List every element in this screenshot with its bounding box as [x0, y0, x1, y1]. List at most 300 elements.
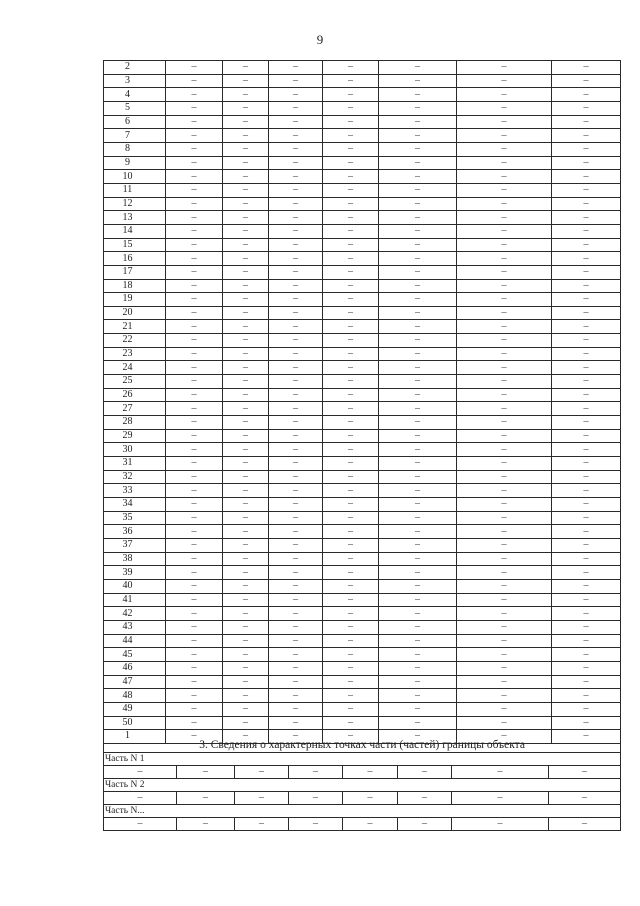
empty-value-cell: – — [323, 457, 379, 471]
empty-value-cell: – — [457, 457, 552, 471]
table-row — [104, 74, 621, 88]
empty-value-cell: – — [552, 306, 621, 320]
empty-value-cell: – — [166, 552, 223, 566]
empty-value-cell: – — [379, 552, 457, 566]
empty-value-cell: – — [323, 716, 379, 730]
table-row — [104, 416, 621, 430]
table-row — [104, 334, 621, 348]
empty-value-cell: – — [166, 484, 223, 498]
empty-value-cell: – — [552, 156, 621, 170]
point-number: 12 — [104, 197, 166, 211]
empty-value-cell: – — [166, 566, 223, 580]
point-number: 3 — [104, 74, 166, 88]
empty-value-cell: – — [289, 792, 343, 805]
point-number: 32 — [104, 470, 166, 484]
table-row — [104, 361, 621, 375]
empty-value-cell: – — [552, 293, 621, 307]
empty-value-cell: – — [323, 183, 379, 197]
empty-value-cell: – — [457, 648, 552, 662]
empty-value-cell: – — [223, 293, 269, 307]
empty-value-cell: – — [223, 306, 269, 320]
point-number: 16 — [104, 252, 166, 266]
empty-value-cell: – — [379, 156, 457, 170]
empty-value-cell: – — [104, 818, 177, 831]
empty-value-cell: – — [269, 279, 323, 293]
empty-value-cell: – — [269, 716, 323, 730]
empty-value-cell: – — [457, 197, 552, 211]
table-row — [104, 593, 621, 607]
empty-value-cell: – — [223, 730, 269, 744]
table-row — [104, 443, 621, 457]
empty-value-cell: – — [166, 101, 223, 115]
empty-value-cell: – — [223, 238, 269, 252]
empty-value-cell: – — [379, 375, 457, 389]
table-row — [104, 689, 621, 703]
table-row — [104, 61, 621, 75]
empty-value-cell: – — [457, 279, 552, 293]
point-number: 10 — [104, 170, 166, 184]
empty-value-cell: – — [552, 661, 621, 675]
empty-value-cell: – — [323, 142, 379, 156]
empty-value-cell: – — [457, 61, 552, 75]
point-number: 46 — [104, 661, 166, 675]
table-row — [104, 293, 621, 307]
empty-value-cell: – — [552, 252, 621, 266]
point-number: 14 — [104, 224, 166, 238]
point-number: 36 — [104, 525, 166, 539]
empty-value-cell: – — [379, 306, 457, 320]
empty-value-cell: – — [323, 306, 379, 320]
empty-value-cell: – — [552, 320, 621, 334]
empty-value-cell: – — [269, 730, 323, 744]
empty-value-cell: – — [323, 498, 379, 512]
table-row — [104, 661, 621, 675]
point-number: 9 — [104, 156, 166, 170]
empty-value-cell: – — [457, 252, 552, 266]
empty-value-cell: – — [166, 170, 223, 184]
empty-value-cell: – — [269, 484, 323, 498]
empty-value-cell: – — [457, 675, 552, 689]
empty-value-cell: – — [457, 470, 552, 484]
empty-value-cell: – — [223, 538, 269, 552]
empty-value-cell: – — [323, 61, 379, 75]
empty-value-cell: – — [223, 675, 269, 689]
empty-value-cell: – — [269, 142, 323, 156]
empty-value-cell: – — [379, 170, 457, 184]
point-number: 15 — [104, 238, 166, 252]
empty-value-cell: – — [379, 265, 457, 279]
empty-value-cell: – — [223, 702, 269, 716]
empty-value-cell: – — [166, 675, 223, 689]
empty-value-cell: – — [323, 484, 379, 498]
empty-value-cell: – — [323, 334, 379, 348]
empty-value-cell: – — [104, 766, 177, 779]
empty-value-cell: – — [223, 484, 269, 498]
empty-value-cell: – — [457, 88, 552, 102]
empty-value-cell: – — [552, 61, 621, 75]
empty-value-cell: – — [323, 538, 379, 552]
empty-value-cell: – — [166, 238, 223, 252]
table-row — [104, 320, 621, 334]
empty-value-cell: – — [457, 620, 552, 634]
empty-value-cell: – — [223, 388, 269, 402]
empty-value-cell: – — [552, 498, 621, 512]
point-number: 2 — [104, 61, 166, 75]
empty-value-cell: – — [552, 675, 621, 689]
empty-value-cell: – — [552, 115, 621, 129]
empty-value-cell: – — [223, 402, 269, 416]
point-number: 31 — [104, 457, 166, 471]
empty-value-cell: – — [457, 498, 552, 512]
empty-value-cell: – — [552, 593, 621, 607]
empty-value-cell: – — [457, 74, 552, 88]
empty-value-cell: – — [269, 211, 323, 225]
empty-value-cell: – — [552, 101, 621, 115]
table-row — [104, 142, 621, 156]
table-row — [104, 306, 621, 320]
empty-value-cell: – — [269, 88, 323, 102]
table-row — [104, 566, 621, 580]
point-number: 44 — [104, 634, 166, 648]
empty-value-cell: – — [269, 197, 323, 211]
table-row — [104, 170, 621, 184]
empty-value-cell: – — [323, 661, 379, 675]
empty-value-cell: – — [457, 607, 552, 621]
empty-value-cell: – — [379, 211, 457, 225]
point-number: 35 — [104, 511, 166, 525]
empty-value-cell: – — [457, 525, 552, 539]
empty-value-cell: – — [323, 566, 379, 580]
empty-value-cell: – — [269, 361, 323, 375]
empty-value-cell: – — [323, 170, 379, 184]
empty-value-cell: – — [269, 689, 323, 703]
empty-value-cell: – — [223, 511, 269, 525]
empty-value-cell: – — [166, 156, 223, 170]
empty-value-cell: – — [457, 484, 552, 498]
empty-value-cell: – — [166, 402, 223, 416]
empty-value-cell: – — [379, 498, 457, 512]
empty-value-cell: – — [379, 675, 457, 689]
empty-value-cell: – — [552, 361, 621, 375]
table-row — [104, 211, 621, 225]
empty-value-cell: – — [552, 211, 621, 225]
empty-value-cell: – — [323, 129, 379, 143]
empty-value-cell: – — [323, 101, 379, 115]
empty-value-cell: – — [166, 211, 223, 225]
empty-value-cell: – — [323, 429, 379, 443]
empty-value-cell: – — [166, 388, 223, 402]
empty-value-cell: – — [457, 115, 552, 129]
empty-value-cell: – — [457, 511, 552, 525]
empty-value-cell: – — [223, 648, 269, 662]
empty-value-cell: – — [289, 818, 343, 831]
empty-value-cell: – — [269, 429, 323, 443]
empty-value-cell: – — [323, 293, 379, 307]
empty-value-cell: – — [166, 648, 223, 662]
table-row — [104, 538, 621, 552]
empty-value-cell: – — [552, 716, 621, 730]
empty-value-cell: – — [166, 634, 223, 648]
empty-value-cell: – — [379, 238, 457, 252]
empty-value-cell: – — [457, 416, 552, 430]
empty-value-cell: – — [457, 101, 552, 115]
part-dash-row — [104, 792, 621, 805]
empty-value-cell: – — [166, 320, 223, 334]
empty-value-cell: – — [457, 579, 552, 593]
empty-value-cell: – — [166, 661, 223, 675]
table-row — [104, 552, 621, 566]
empty-value-cell: – — [269, 607, 323, 621]
empty-value-cell: – — [379, 416, 457, 430]
empty-value-cell: – — [379, 293, 457, 307]
empty-value-cell: – — [223, 361, 269, 375]
empty-value-cell: – — [549, 818, 621, 831]
empty-value-cell: – — [398, 792, 452, 805]
empty-value-cell: – — [269, 525, 323, 539]
empty-value-cell: – — [269, 498, 323, 512]
empty-value-cell: – — [166, 306, 223, 320]
empty-value-cell: – — [166, 197, 223, 211]
empty-value-cell: – — [269, 375, 323, 389]
empty-value-cell: – — [235, 792, 289, 805]
table-row — [104, 470, 621, 484]
empty-value-cell: – — [223, 334, 269, 348]
empty-value-cell: – — [223, 470, 269, 484]
empty-value-cell: – — [166, 620, 223, 634]
empty-value-cell: – — [223, 74, 269, 88]
empty-value-cell: – — [379, 484, 457, 498]
empty-value-cell: – — [552, 334, 621, 348]
empty-value-cell: – — [269, 320, 323, 334]
empty-value-cell: – — [223, 689, 269, 703]
empty-value-cell: – — [166, 265, 223, 279]
empty-value-cell: – — [269, 579, 323, 593]
empty-value-cell: – — [269, 402, 323, 416]
empty-value-cell: – — [379, 347, 457, 361]
empty-value-cell: – — [323, 634, 379, 648]
empty-value-cell: – — [166, 470, 223, 484]
points-table-body — [104, 61, 621, 744]
empty-value-cell: – — [223, 320, 269, 334]
table-row — [104, 88, 621, 102]
point-number: 21 — [104, 320, 166, 334]
point-number: 23 — [104, 347, 166, 361]
empty-value-cell: – — [457, 183, 552, 197]
point-number: 42 — [104, 607, 166, 621]
empty-value-cell: – — [269, 511, 323, 525]
empty-value-cell: – — [166, 511, 223, 525]
empty-value-cell: – — [269, 238, 323, 252]
empty-value-cell: – — [269, 675, 323, 689]
empty-value-cell: – — [552, 416, 621, 430]
empty-value-cell: – — [379, 252, 457, 266]
empty-value-cell: – — [398, 818, 452, 831]
empty-value-cell: – — [379, 115, 457, 129]
empty-value-cell: – — [323, 675, 379, 689]
empty-value-cell: – — [223, 416, 269, 430]
table-row — [104, 525, 621, 539]
empty-value-cell: – — [457, 238, 552, 252]
empty-value-cell: – — [323, 74, 379, 88]
empty-value-cell: – — [223, 607, 269, 621]
point-number: 40 — [104, 579, 166, 593]
empty-value-cell: – — [269, 293, 323, 307]
empty-value-cell: – — [379, 334, 457, 348]
empty-value-cell: – — [223, 579, 269, 593]
part-label-row — [104, 753, 621, 766]
empty-value-cell: – — [552, 347, 621, 361]
empty-value-cell: – — [457, 538, 552, 552]
empty-value-cell: – — [269, 252, 323, 266]
empty-value-cell: – — [457, 429, 552, 443]
empty-value-cell: – — [552, 388, 621, 402]
empty-value-cell: – — [323, 552, 379, 566]
empty-value-cell: – — [379, 279, 457, 293]
empty-value-cell: – — [457, 388, 552, 402]
empty-value-cell: – — [223, 429, 269, 443]
empty-value-cell: – — [379, 730, 457, 744]
table-row — [104, 388, 621, 402]
empty-value-cell: – — [457, 730, 552, 744]
empty-value-cell: – — [223, 224, 269, 238]
empty-value-cell: – — [379, 457, 457, 471]
table-row — [104, 183, 621, 197]
part-label: Часть N 1 — [104, 753, 621, 766]
table-row — [104, 279, 621, 293]
empty-value-cell: – — [457, 170, 552, 184]
point-number: 4 — [104, 88, 166, 102]
empty-value-cell: – — [552, 74, 621, 88]
empty-value-cell: – — [379, 361, 457, 375]
empty-value-cell: – — [323, 211, 379, 225]
point-number: 38 — [104, 552, 166, 566]
empty-value-cell: – — [223, 101, 269, 115]
empty-value-cell: – — [379, 511, 457, 525]
point-number: 17 — [104, 265, 166, 279]
empty-value-cell: – — [223, 457, 269, 471]
empty-value-cell: – — [323, 607, 379, 621]
point-number: 5 — [104, 101, 166, 115]
empty-value-cell: – — [223, 498, 269, 512]
empty-value-cell: – — [166, 334, 223, 348]
empty-value-cell: – — [379, 566, 457, 580]
table-row — [104, 498, 621, 512]
empty-value-cell: – — [223, 265, 269, 279]
empty-value-cell: – — [323, 197, 379, 211]
point-number: 25 — [104, 375, 166, 389]
empty-value-cell: – — [223, 156, 269, 170]
point-number: 6 — [104, 115, 166, 129]
point-number: 20 — [104, 306, 166, 320]
empty-value-cell: – — [379, 648, 457, 662]
empty-value-cell: – — [457, 689, 552, 703]
empty-value-cell: – — [457, 211, 552, 225]
empty-value-cell: – — [379, 74, 457, 88]
empty-value-cell: – — [379, 702, 457, 716]
point-number: 33 — [104, 484, 166, 498]
empty-value-cell: – — [552, 402, 621, 416]
empty-value-cell: – — [223, 115, 269, 129]
empty-value-cell: – — [269, 224, 323, 238]
empty-value-cell: – — [166, 142, 223, 156]
table-row — [104, 511, 621, 525]
empty-value-cell: – — [223, 634, 269, 648]
table-row — [104, 375, 621, 389]
point-number: 47 — [104, 675, 166, 689]
empty-value-cell: – — [323, 320, 379, 334]
point-number: 26 — [104, 388, 166, 402]
empty-value-cell: – — [166, 443, 223, 457]
empty-value-cell: – — [552, 484, 621, 498]
empty-value-cell: – — [269, 593, 323, 607]
empty-value-cell: – — [552, 538, 621, 552]
empty-value-cell: – — [269, 443, 323, 457]
table-row — [104, 675, 621, 689]
empty-value-cell: – — [552, 224, 621, 238]
empty-value-cell: – — [269, 265, 323, 279]
point-number: 8 — [104, 142, 166, 156]
empty-value-cell: – — [166, 61, 223, 75]
empty-value-cell: – — [379, 579, 457, 593]
empty-value-cell: – — [166, 429, 223, 443]
empty-value-cell: – — [269, 566, 323, 580]
empty-value-cell: – — [223, 716, 269, 730]
table-row — [104, 252, 621, 266]
point-number: 19 — [104, 293, 166, 307]
empty-value-cell: – — [269, 170, 323, 184]
empty-value-cell: – — [549, 792, 621, 805]
empty-value-cell: – — [552, 566, 621, 580]
table-row — [104, 156, 621, 170]
empty-value-cell: – — [223, 279, 269, 293]
empty-value-cell: – — [379, 61, 457, 75]
empty-value-cell: – — [457, 156, 552, 170]
empty-value-cell: – — [457, 375, 552, 389]
empty-value-cell: – — [552, 129, 621, 143]
empty-value-cell: – — [323, 279, 379, 293]
empty-value-cell: – — [269, 702, 323, 716]
empty-value-cell: – — [379, 402, 457, 416]
point-number: 24 — [104, 361, 166, 375]
part-points-table — [103, 737, 621, 831]
empty-value-cell: – — [552, 265, 621, 279]
table-row — [104, 648, 621, 662]
empty-value-cell: – — [323, 525, 379, 539]
point-number: 13 — [104, 211, 166, 225]
part-dash-row — [104, 818, 621, 831]
empty-value-cell: – — [323, 156, 379, 170]
empty-value-cell: – — [166, 579, 223, 593]
empty-value-cell: – — [552, 142, 621, 156]
empty-value-cell: – — [552, 457, 621, 471]
empty-value-cell: – — [379, 88, 457, 102]
empty-value-cell: – — [457, 129, 552, 143]
empty-value-cell: – — [379, 320, 457, 334]
empty-value-cell: – — [166, 730, 223, 744]
empty-value-cell: – — [457, 320, 552, 334]
empty-value-cell: – — [398, 766, 452, 779]
empty-value-cell: – — [223, 661, 269, 675]
empty-value-cell: – — [223, 552, 269, 566]
point-number: 41 — [104, 593, 166, 607]
empty-value-cell: – — [457, 716, 552, 730]
empty-value-cell: – — [323, 511, 379, 525]
empty-value-cell: – — [379, 429, 457, 443]
empty-value-cell: – — [166, 88, 223, 102]
empty-value-cell: – — [552, 607, 621, 621]
points-table — [103, 60, 621, 744]
empty-value-cell: – — [323, 620, 379, 634]
